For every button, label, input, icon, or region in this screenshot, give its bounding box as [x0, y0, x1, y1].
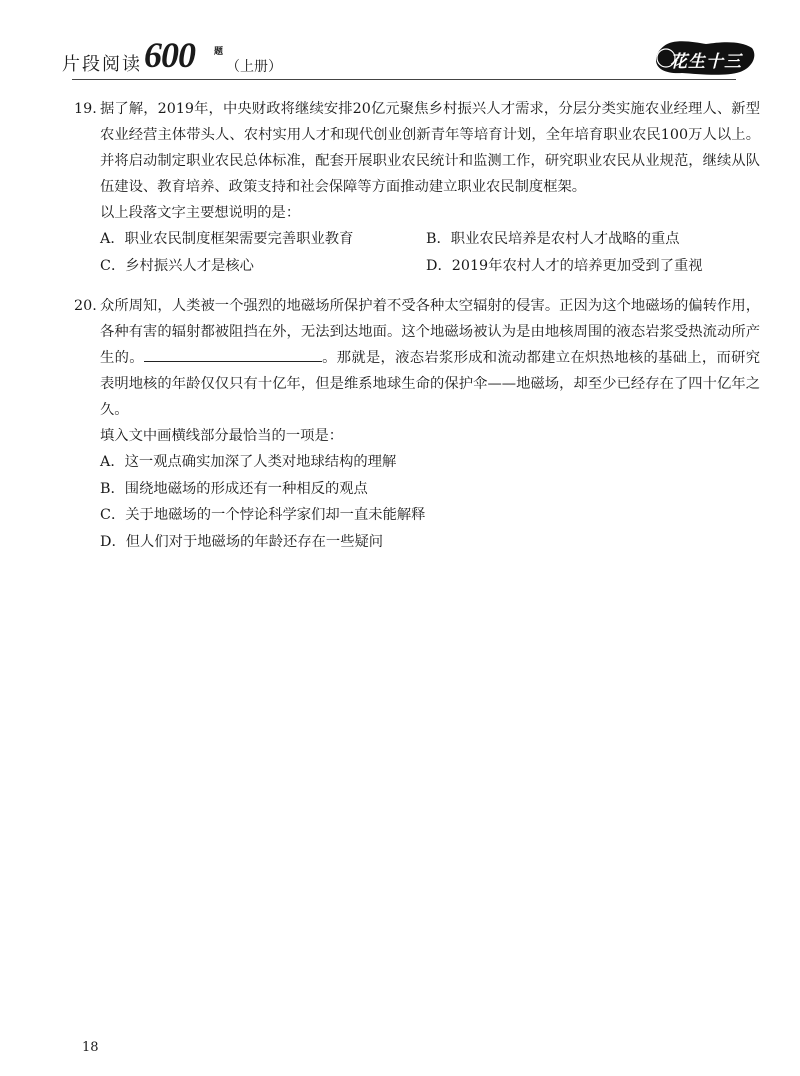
question-prompt: 填入文中画横线部分最恰当的一项是： — [100, 428, 344, 444]
option-d[interactable]: D．2019年农村人才的培养更加受到了重视 — [426, 257, 703, 274]
page-header — [0, 0, 800, 96]
option-list — [74, 226, 760, 279]
question-prompt: 以上段落文字主要想说明的是： — [100, 205, 301, 221]
question-19 — [74, 96, 760, 279]
option-c[interactable]: C．乡村振兴人才是核心 — [100, 257, 254, 274]
page-content — [74, 96, 760, 555]
book-number-mark: 题 — [214, 47, 224, 57]
header-rule — [72, 79, 736, 80]
book-volume: （上册） — [226, 59, 282, 75]
option-a[interactable]: A．职业农民制度框架需要完善职业教育 — [100, 231, 354, 247]
question-stem: 据了解，2019年，中央财政将继续安排20亿元聚焦乡村振兴人才需求，分层分类实施农业经理人、新型农业经营主体带头人、农村实用人才和现代创业创新青年等培育计划，全年培育职业农民100万人以上。并将启动制定职业农民总体标准，配套开展职业农民统计和监测工作，研究职业农民从业规范，继续从队伍建设、教育培养、政策支持和社会保障等方面推动建立职业农民制度框架。 — [100, 101, 760, 195]
stem-before-blank: 众所周知，人类被一个强烈的地磁场所保护着不受各种太空辐射的侵害。正因为这个地磁场的偏转作用，各种有害的辐射都被阻挡在外，无法到达地面。这个地磁场被认为是由地核周围的液态岩浆受热流动所产生的。 — [100, 298, 760, 366]
option-a[interactable]: A．这一观点确实加深了人类对地球结构的理解 — [100, 454, 397, 470]
option-b[interactable]: B．围绕地磁场的形成还有一种相反的观点 — [100, 480, 368, 497]
question-20 — [74, 293, 760, 555]
question-number: 19. — [74, 101, 97, 117]
brand-logo — [654, 40, 756, 76]
fill-in-blank — [144, 347, 322, 362]
option-b[interactable]: B．职业农民培养是农村人才战略的重点 — [426, 231, 680, 247]
question-number: 20. — [74, 298, 97, 314]
book-number: 600 — [144, 35, 195, 75]
option-c[interactable]: C．关于地磁场的一个悖论科学家们却一直未能解释 — [100, 507, 426, 523]
page-number: 18 — [82, 1040, 99, 1055]
option-d[interactable]: D．但人们对于地磁场的年龄还存在一些疑问 — [100, 533, 384, 550]
book-title: 片段阅读 — [62, 54, 142, 75]
stem-after-blank: 。那就是，液态岩浆形成和流动都建立在炽热地核的基础上，而研究表明地核的年龄仅仅只有十亿年，但是维系地球生命的保护伞——地磁场，却至少已经存在了四十亿年之久。 — [100, 350, 761, 418]
option-list — [74, 449, 760, 555]
question-stem — [74, 293, 760, 423]
logo-text: 花生十三 — [670, 52, 742, 72]
